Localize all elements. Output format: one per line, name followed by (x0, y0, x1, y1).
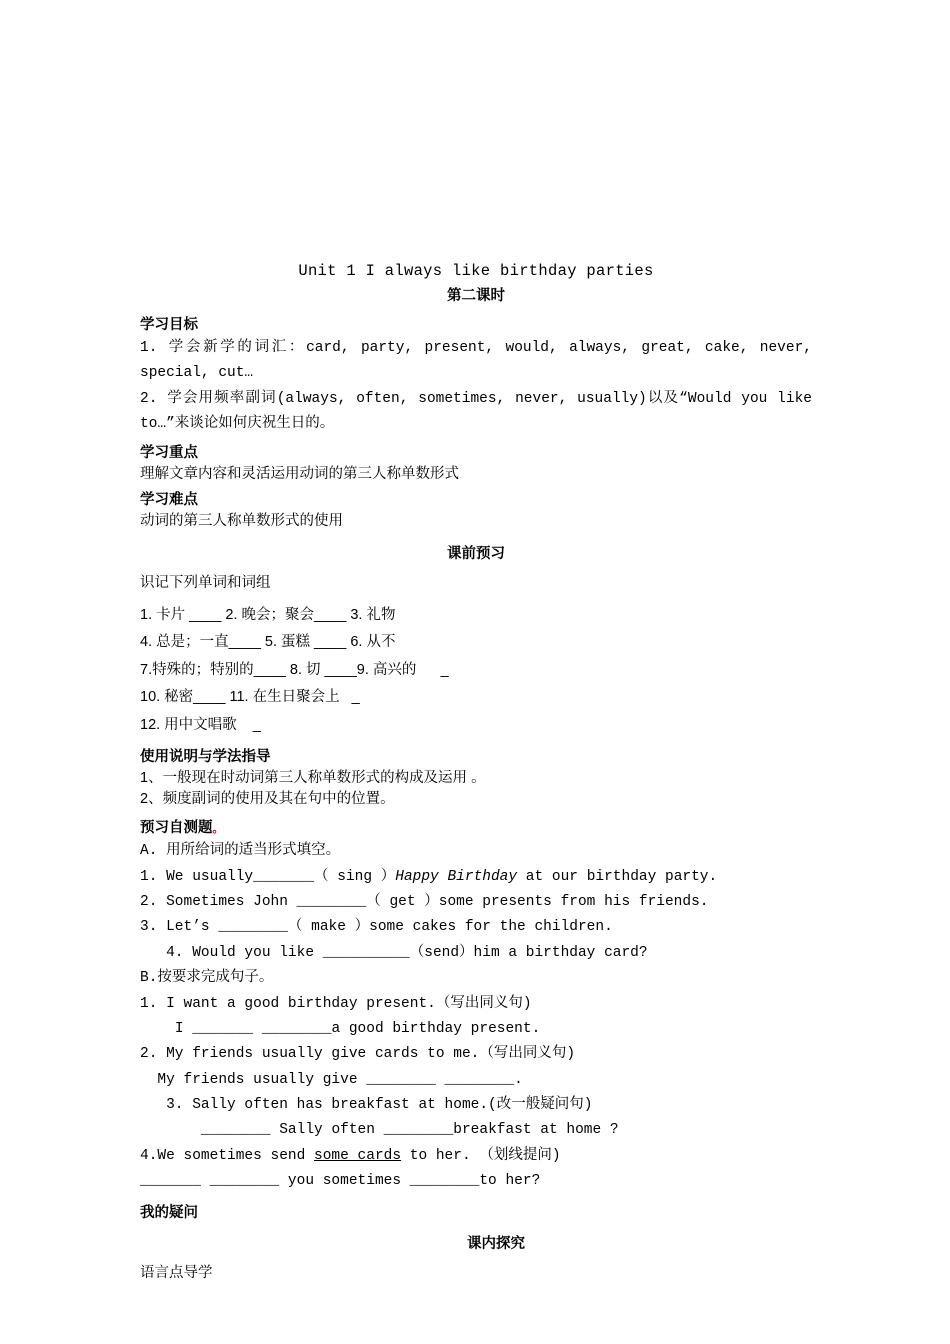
section-guide-heading: 使用说明与学法指导 (140, 749, 271, 766)
section-selftest-heading (140, 816, 812, 837)
section-inclass-heading: 课内探究 (467, 1235, 525, 1252)
objectives-line-1: 1. 学会新学的词汇：card, party, present, would, always, great, cake, never, (140, 340, 812, 356)
partA-item-1 (140, 865, 812, 890)
preview-item-5: 12. 用中文唱歌 _ (140, 716, 261, 733)
guide-item-2: 2、频度副词的使用及其在句中的位置。 (140, 791, 395, 808)
section-preview-heading: 课前预习 (447, 545, 505, 562)
partA-item-4: 4. Would you like __________（send）him a birthday card? (140, 944, 648, 961)
partB-item-1: 1. I want a good birthday present.（写出同义句) (140, 995, 532, 1012)
partB-item-3-answer: ________ Sally often ________breakfast at home ? (140, 1122, 619, 1139)
section-objectives-heading: 学习目标 (140, 317, 198, 333)
partA-heading: A. 用所给词的适当形式填空。 (140, 843, 341, 860)
partA-item-1-italic: Happy Birthday (395, 868, 518, 885)
partB-item-2: 2. My friends usually give cards to me.（写出同义句) (140, 1046, 576, 1063)
preview-item-4: 10. 秘密____ 11. 在生日聚会上 _ (140, 689, 360, 706)
section-myquestion-heading: 我的疑问 (140, 1204, 198, 1221)
partA-item-2: 2. Sometimes John ________（ get ）some presents from his friends. (140, 894, 709, 911)
preview-item-1: 1. 卡片 ____ 2. 晚会；聚会____ 3. 礼物 (140, 606, 396, 623)
partB-item-2-answer: My friends usually give ________ ________. (140, 1071, 523, 1088)
partA-item-3: 3. Let’s ________（ make ）some cakes for the children. (140, 919, 613, 936)
objectives-line-3: 2. 学会用频率副词(always, often, sometimes, never, usually)以及“Would you like (140, 390, 812, 407)
preview-item-2: 4. 总是；一直____ 5. 蛋糕 ____ 6. 从不 (140, 634, 396, 651)
partB-item-1-answer: I _______ ________a good birthday present. (140, 1020, 541, 1037)
page-subtitle: 第二课时 (447, 288, 505, 304)
selftest-heading-mark: 。 (212, 823, 224, 836)
section-keypoints-heading: 学习重点 (140, 444, 198, 461)
partB-item-4-answer: _______ ________ you sometimes ________to her? (140, 1173, 541, 1190)
preview-item-3: 7.特殊的；特别的____ 8. 切 ____9. 高兴的 _ (140, 661, 449, 678)
document-content (140, 262, 812, 1284)
language-point-heading: 语言点导学 (140, 1264, 213, 1281)
partA-item-1-post: at our birthday party. (517, 868, 718, 885)
difficulties-text: 动词的第三人称单数形式的使用 (140, 512, 343, 529)
keypoints-text: 理解文章内容和灵活运用动词的第三人称单数形式 (140, 465, 459, 482)
partB-item-3: 3. Sally often has breakfast at home.(改一般疑问句) (140, 1097, 593, 1114)
guide-item-1: 1、一般现在时动词第三人称单数形式的构成及运用 。 (140, 770, 486, 787)
partB-item-4 (140, 1144, 812, 1169)
page-title: Unit 1 I always like birthday parties (298, 262, 654, 280)
partB-item-4-underlined: some cards (314, 1147, 402, 1164)
preview-intro: 识记下列单词和词组 (140, 574, 271, 591)
objectives-line-4: to…”来谈论如何庆祝生日的。 (140, 416, 335, 433)
partA-item-1-pre: 1. We usually_______（ sing ） (140, 868, 396, 885)
section-difficulties-heading: 学习难点 (140, 491, 198, 508)
partB-item-4-post: to her. （划线提问) (401, 1147, 561, 1164)
objectives-line-2: special, cut… (140, 365, 254, 382)
selftest-heading-text: 预习自测题 (140, 820, 213, 837)
partB-item-4-pre: 4.We sometimes send (140, 1147, 315, 1164)
partB-heading: B.按要求完成句子。 (140, 970, 274, 987)
